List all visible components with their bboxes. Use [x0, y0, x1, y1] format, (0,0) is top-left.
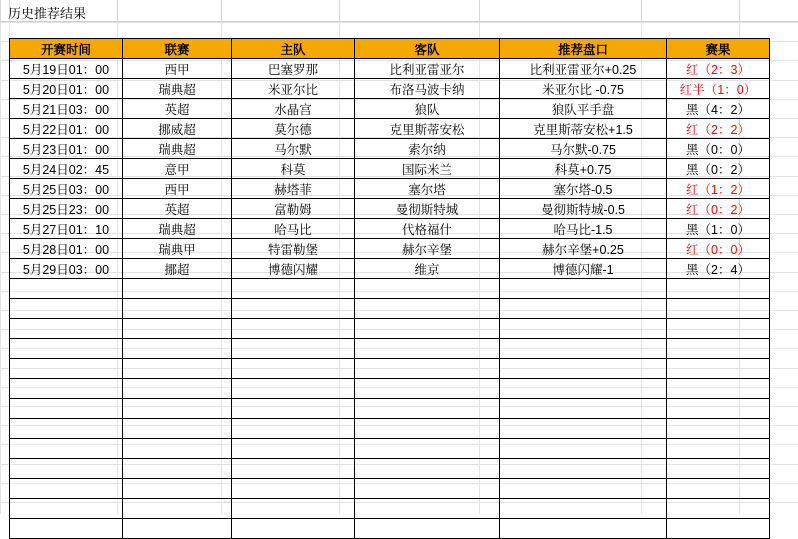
cell-empty — [123, 399, 232, 419]
cell-result: 红半（1：0） — [667, 79, 770, 99]
cell-empty — [355, 279, 500, 299]
title-grid-vline — [479, 0, 480, 21]
table-row — [10, 139, 770, 159]
cell-empty — [500, 459, 667, 479]
cell-time: 5月27日01：10 — [10, 219, 123, 239]
cell-empty — [123, 459, 232, 479]
cell-home: 科莫 — [232, 159, 355, 179]
table-row-empty — [10, 479, 770, 499]
cell-away: 索尔纳 — [355, 139, 500, 159]
cell-empty — [355, 319, 500, 339]
cell-empty — [667, 439, 770, 459]
cell-away: 克里斯蒂安松 — [355, 119, 500, 139]
cell-empty — [500, 419, 667, 439]
cell-home: 马尔默 — [232, 139, 355, 159]
table-row-empty — [10, 319, 770, 339]
table-row-empty — [10, 419, 770, 439]
cell-empty — [232, 299, 355, 319]
cell-home: 特雷勒堡 — [232, 239, 355, 259]
cell-time: 5月23日01：00 — [10, 139, 123, 159]
cell-empty — [667, 419, 770, 439]
table-row-empty — [10, 439, 770, 459]
cell-empty — [10, 299, 123, 319]
cell-away: 赫尔辛堡 — [355, 239, 500, 259]
cell-time: 5月24日02：45 — [10, 159, 123, 179]
cell-league: 英超 — [123, 199, 232, 219]
table-row — [10, 179, 770, 199]
cell-result: 红（2：3） — [667, 59, 770, 79]
cell-pick: 科莫+0.75 — [500, 159, 667, 179]
cell-home: 巴塞罗那 — [232, 59, 355, 79]
cell-empty — [355, 379, 500, 399]
cell-empty — [667, 399, 770, 419]
table-row-empty — [10, 459, 770, 479]
table-row — [10, 159, 770, 179]
cell-empty — [123, 319, 232, 339]
cell-empty — [667, 479, 770, 499]
cell-empty — [10, 419, 123, 439]
cell-result: 红（1：2） — [667, 179, 770, 199]
cell-home: 富勒姆 — [232, 199, 355, 219]
cell-empty — [123, 299, 232, 319]
cell-empty — [123, 499, 232, 519]
page-title: 历史推荐结果 — [8, 6, 87, 21]
cell-time: 5月25日03：00 — [10, 179, 123, 199]
header-cell-result: 赛果 — [667, 39, 770, 59]
cell-result: 黑（4：2） — [667, 99, 770, 119]
cell-time: 5月19日01：00 — [10, 59, 123, 79]
cell-empty — [232, 499, 355, 519]
cell-time: 5月21日03：00 — [10, 99, 123, 119]
cell-pick: 马尔默-0.75 — [500, 139, 667, 159]
cell-time: 5月22日01：00 — [10, 119, 123, 139]
cell-away: 狼队 — [355, 99, 500, 119]
title-grid-vline — [641, 0, 642, 21]
table-row — [10, 99, 770, 119]
table-row — [10, 119, 770, 139]
header-cell-pick: 推荐盘口 — [500, 39, 667, 59]
cell-empty — [123, 439, 232, 459]
cell-empty — [10, 379, 123, 399]
header-cell-home: 主队 — [232, 39, 355, 59]
cell-result: 黑（0：0） — [667, 139, 770, 159]
cell-empty — [500, 299, 667, 319]
cell-empty — [667, 299, 770, 319]
cell-empty — [500, 379, 667, 399]
table-row-empty — [10, 279, 770, 299]
header-cell-time: 开赛时间 — [10, 39, 123, 59]
cell-empty — [10, 319, 123, 339]
cell-time: 5月28日01：00 — [10, 239, 123, 259]
table-row-empty — [10, 499, 770, 519]
cell-time: 5月20日01：00 — [10, 79, 123, 99]
cell-result: 红（2：2） — [667, 119, 770, 139]
cell-empty — [667, 379, 770, 399]
cell-pick: 哈马比-1.5 — [500, 219, 667, 239]
cell-empty — [232, 279, 355, 299]
cell-empty — [355, 479, 500, 499]
cell-empty — [355, 499, 500, 519]
table-row-empty — [10, 299, 770, 319]
table-row-empty — [10, 359, 770, 379]
cell-time: 5月29日03：00 — [10, 259, 123, 279]
title-grid-vline — [221, 0, 222, 21]
cell-empty — [355, 519, 500, 539]
cell-empty — [355, 459, 500, 479]
cell-empty — [232, 419, 355, 439]
cell-empty — [667, 279, 770, 299]
cell-empty — [667, 519, 770, 539]
table-row-empty — [10, 379, 770, 399]
cell-home: 赫塔菲 — [232, 179, 355, 199]
title-grid-vline — [739, 0, 740, 21]
cell-home: 博德闪耀 — [232, 259, 355, 279]
cell-empty — [232, 439, 355, 459]
table-row — [10, 239, 770, 259]
table-row — [10, 59, 770, 79]
cell-time: 5月25日23：00 — [10, 199, 123, 219]
table-body — [10, 59, 770, 539]
cell-empty — [10, 339, 123, 359]
cell-empty — [355, 399, 500, 419]
cell-league: 瑞典超 — [123, 139, 232, 159]
table-row-empty — [10, 339, 770, 359]
table-header — [10, 39, 770, 59]
history-results-table — [9, 38, 770, 539]
cell-empty — [355, 439, 500, 459]
cell-away: 代格福什 — [355, 219, 500, 239]
cell-empty — [10, 279, 123, 299]
cell-empty — [232, 319, 355, 339]
cell-league: 西甲 — [123, 179, 232, 199]
cell-result: 红（0：0） — [667, 239, 770, 259]
cell-league: 挪威超 — [123, 119, 232, 139]
cell-empty — [123, 519, 232, 539]
cell-empty — [500, 479, 667, 499]
cell-league: 瑞典甲 — [123, 239, 232, 259]
cell-empty — [123, 359, 232, 379]
cell-home: 水晶宫 — [232, 99, 355, 119]
cell-empty — [232, 379, 355, 399]
cell-home: 米亚尔比 — [232, 79, 355, 99]
cell-league: 英超 — [123, 99, 232, 119]
cell-empty — [123, 279, 232, 299]
cell-home: 莫尔德 — [232, 119, 355, 139]
cell-empty — [500, 519, 667, 539]
cell-empty — [500, 499, 667, 519]
cell-pick: 比利亚雷亚尔+0.25 — [500, 59, 667, 79]
cell-empty — [500, 399, 667, 419]
cell-empty — [355, 339, 500, 359]
cell-empty — [123, 419, 232, 439]
cell-empty — [500, 439, 667, 459]
cell-empty — [123, 479, 232, 499]
cell-empty — [232, 519, 355, 539]
title-grid-vline — [339, 0, 340, 21]
cell-empty — [232, 359, 355, 379]
cell-empty — [123, 339, 232, 359]
cell-away: 维京 — [355, 259, 500, 279]
cell-home: 哈马比 — [232, 219, 355, 239]
cell-empty — [232, 399, 355, 419]
table-row — [10, 199, 770, 219]
cell-away: 比利亚雷亚尔 — [355, 59, 500, 79]
cell-empty — [667, 459, 770, 479]
cell-pick: 赫尔辛堡+0.25 — [500, 239, 667, 259]
cell-empty — [500, 359, 667, 379]
cell-empty — [123, 379, 232, 399]
table-row-empty — [10, 519, 770, 539]
cell-empty — [10, 479, 123, 499]
cell-empty — [10, 519, 123, 539]
cell-empty — [500, 279, 667, 299]
cell-empty — [500, 319, 667, 339]
cell-pick: 曼彻斯特城-0.5 — [500, 199, 667, 219]
title-grid-vline — [117, 0, 118, 21]
title-row — [0, 0, 798, 22]
cell-away: 曼彻斯特城 — [355, 199, 500, 219]
cell-pick: 塞尔塔-0.5 — [500, 179, 667, 199]
cell-empty — [232, 479, 355, 499]
title-cell-band — [0, 0, 798, 21]
cell-empty — [355, 419, 500, 439]
cell-league: 瑞典超 — [123, 79, 232, 99]
cell-empty — [667, 319, 770, 339]
header-cell-league: 联赛 — [123, 39, 232, 59]
title-grid-vline — [0, 0, 1, 21]
cell-empty — [667, 339, 770, 359]
cell-away: 布洛马波卡纳 — [355, 79, 500, 99]
grid-hline — [0, 22, 798, 23]
header-row — [10, 39, 770, 59]
cell-league: 瑞典超 — [123, 219, 232, 239]
table-row — [10, 79, 770, 99]
cell-empty — [500, 339, 667, 359]
cell-empty — [355, 299, 500, 319]
cell-pick: 狼队平手盘 — [500, 99, 667, 119]
table-row — [10, 219, 770, 239]
cell-away: 国际米兰 — [355, 159, 500, 179]
cell-result: 黑（2：4） — [667, 259, 770, 279]
cell-league: 西甲 — [123, 59, 232, 79]
cell-league: 意甲 — [123, 159, 232, 179]
cell-pick: 博德闪耀-1 — [500, 259, 667, 279]
cell-empty — [667, 359, 770, 379]
cell-empty — [10, 359, 123, 379]
cell-result: 红（0：2） — [667, 199, 770, 219]
cell-league: 挪超 — [123, 259, 232, 279]
cell-pick: 米亚尔比 -0.75 — [500, 79, 667, 99]
cell-empty — [10, 499, 123, 519]
cell-empty — [10, 399, 123, 419]
cell-empty — [232, 459, 355, 479]
cell-empty — [10, 439, 123, 459]
grid-vline — [0, 22, 1, 514]
cell-result: 黑（1：0） — [667, 219, 770, 239]
cell-empty — [667, 499, 770, 519]
cell-empty — [10, 459, 123, 479]
cell-empty — [355, 359, 500, 379]
table-row — [10, 259, 770, 279]
header-cell-away: 客队 — [355, 39, 500, 59]
cell-away: 塞尔塔 — [355, 179, 500, 199]
cell-pick: 克里斯蒂安松+1.5 — [500, 119, 667, 139]
cell-empty — [232, 339, 355, 359]
cell-result: 黑（0：2） — [667, 159, 770, 179]
table-row-empty — [10, 399, 770, 419]
